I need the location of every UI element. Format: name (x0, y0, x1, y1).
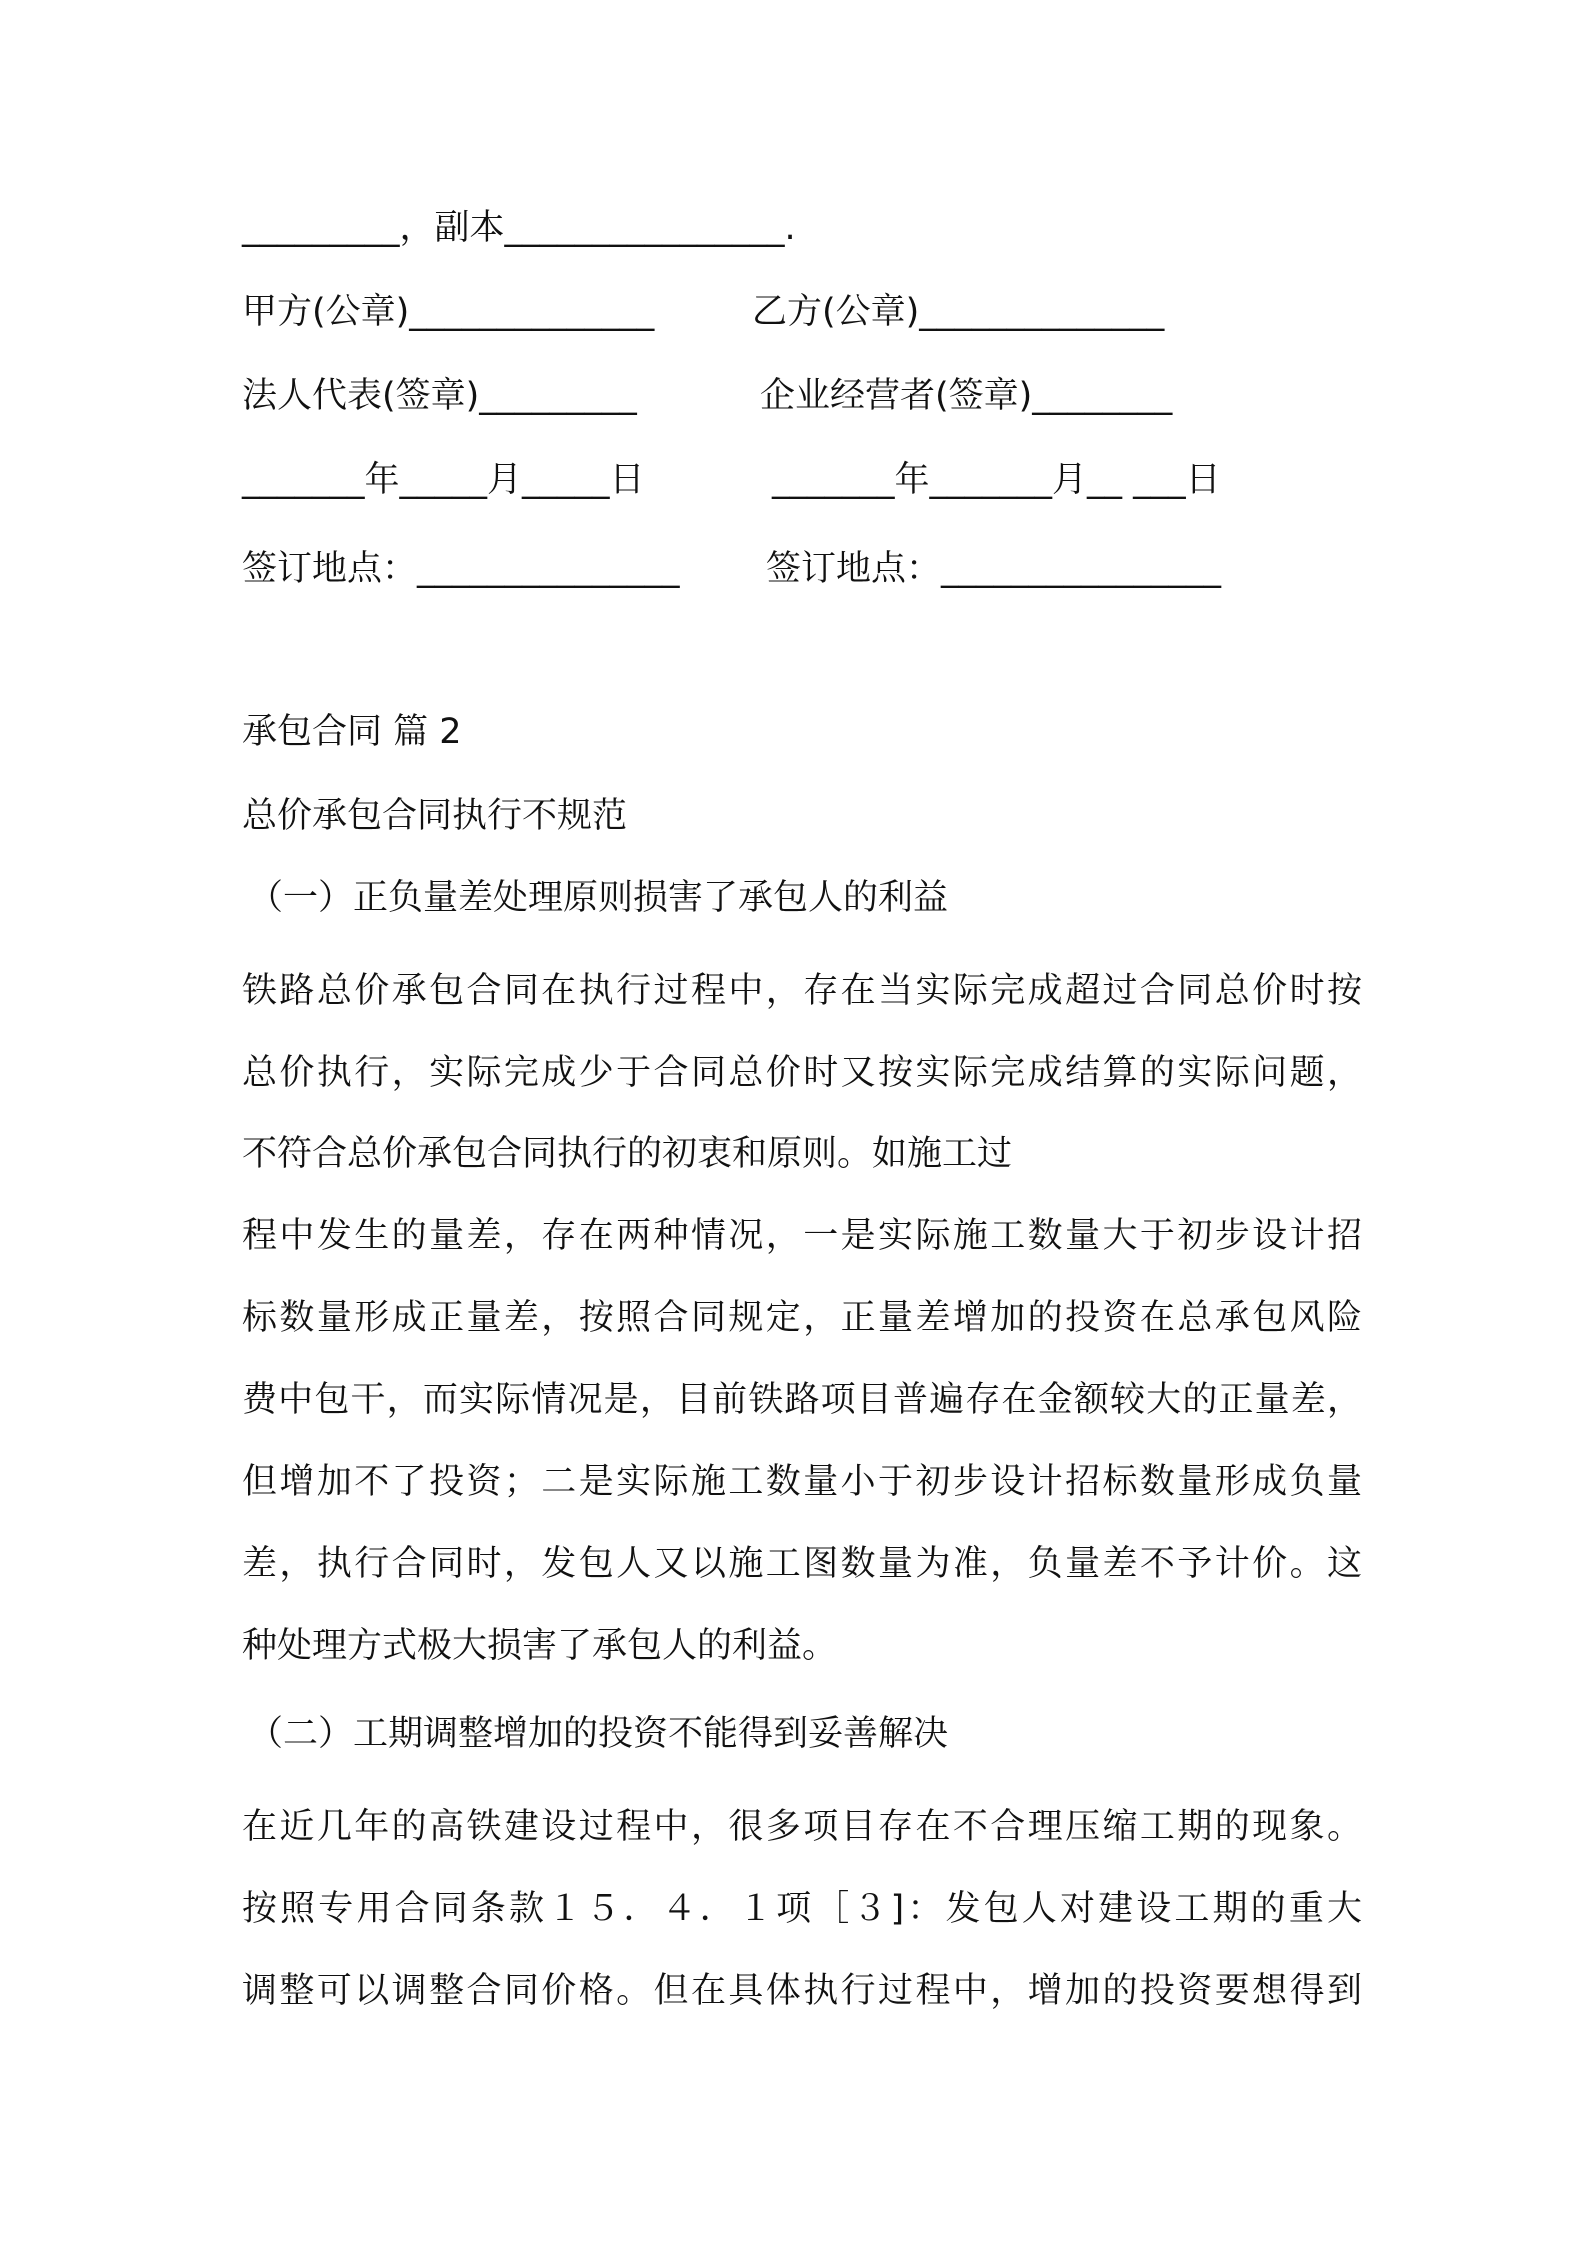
party-a-seal: 甲方(公章)______________ (242, 292, 655, 332)
copy-count-line: _________，副本________________. (242, 208, 796, 248)
paragraph-line: 标数量形成正量差，按照合同规定，正量差增加的投资在总承包风险 (242, 1298, 1362, 1338)
paragraph-line: 按照专用合同条款１５．４．１项［３]：发包人对建设工期的重大 (242, 1889, 1362, 1929)
legal-representative-signature: 法人代表(签章)_________ (242, 376, 637, 416)
paragraph-line: 程中发生的量差，存在两种情况，一是实际施工数量大于初步设计招 (242, 1216, 1362, 1256)
paragraph-line: 在近几年的高铁建设过程中，很多项目存在不合理压缩工期的现象。 (242, 1807, 1362, 1847)
section-subtitle: 总价承包合同执行不规范 (242, 796, 628, 836)
paragraph-line: 种处理方式极大损害了承包人的利益。 (242, 1626, 838, 1666)
signing-place-left: 签订地点：_______________ (242, 549, 680, 589)
signing-place-right: 签订地点：________________ (766, 549, 1222, 589)
paragraph-line: 但增加不了投资；二是实际施工数量小于初步设计招标数量形成负量 (242, 1462, 1362, 1502)
paragraph-line: 费中包干，而实际情况是，目前铁路项目普遍存在金额较大的正量差， (242, 1380, 1362, 1420)
date-right: _______年_______月__ ___日 (772, 460, 1221, 500)
paragraph-line: 铁路总价承包合同在执行过程中，存在当实际完成超过合同总价时按 (242, 971, 1362, 1011)
date-left: _______年_____月_____日 (242, 460, 645, 500)
paragraph-line: 不符合总价承包合同执行的初衷和原则。如施工过 (242, 1134, 1013, 1174)
party-b-seal: 乙方(公章)______________ (752, 292, 1165, 332)
paragraph-line: 总价执行，实际完成少于合同总价时又按实际完成结算的实际问题， (242, 1053, 1362, 1093)
point-2-heading: （二）工期调整增加的投资不能得到妥善解决 (248, 1714, 949, 1754)
paragraph-line: 差，执行合同时，发包人又以施工图数量为准，负量差不予计价。这 (242, 1544, 1362, 1584)
business-operator-signature: 企业经营者(签章)________ (760, 376, 1173, 416)
point-1-heading: （一）正负量差处理原则损害了承包人的利益 (248, 878, 949, 918)
section-heading: 承包合同 篇 2 (242, 712, 462, 752)
paragraph-line: 调整可以调整合同价格。但在具体执行过程中，增加的投资要想得到 (242, 1971, 1362, 2011)
